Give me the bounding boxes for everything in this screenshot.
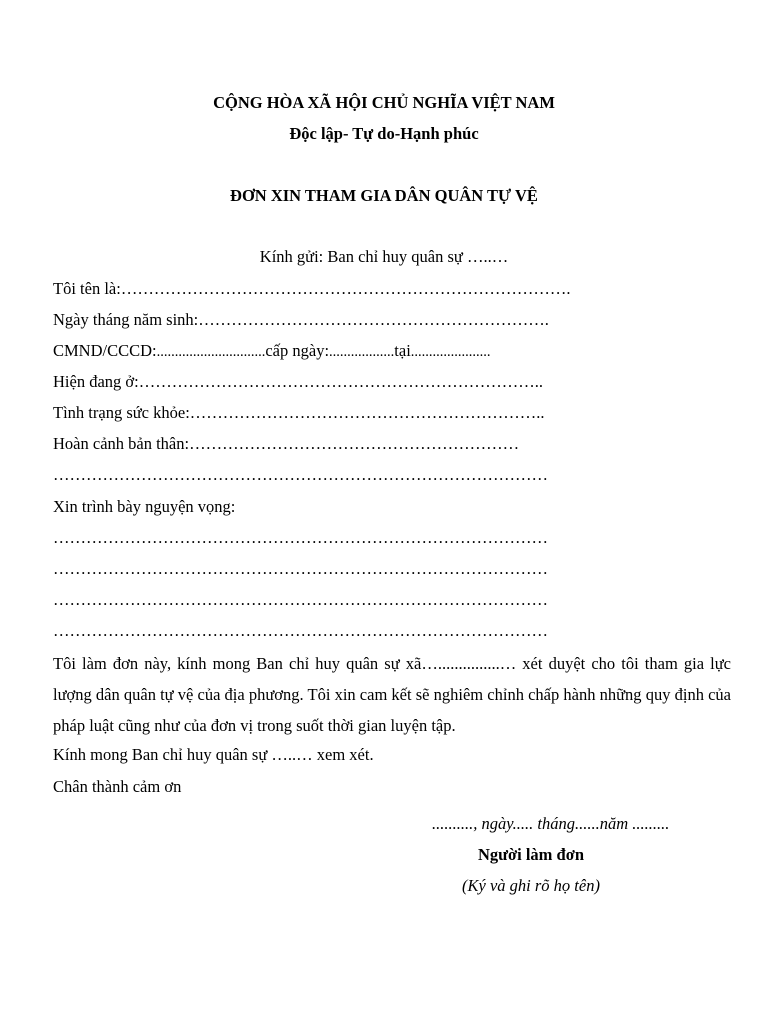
wishes-line: ……………………………………………………………………………… [53,621,548,640]
id-label: CMND/CCCD: [53,341,157,360]
signature-date-line: .........., ngày..... tháng......năm ......... [432,814,670,833]
document-title: ĐƠN XIN THAM GIA DÂN QUÂN TỰ VỆ [230,186,538,205]
dob-field: Ngày tháng năm sinh:………………………………………………………. [53,310,549,329]
request-line: Kính mong Ban chỉ huy quân sự …..… xem xét. [53,745,374,764]
issue-date-label: cấp ngày: [265,341,330,360]
issue-place-label: tại [394,341,411,360]
signature-note: (Ký và ghi rõ họ tên) [462,876,600,895]
id-dots: .............................. [156,344,266,360]
issue-place-dots: ...................... [410,344,491,360]
name-field: Tôi tên là:………………………………………………………………………. [53,279,571,298]
wishes-label: Xin trình bày nguyện vọng: [53,497,236,516]
motto: Độc lập- Tự do-Hạnh phúc [289,124,479,143]
address-field: Hiện đang ở:……………………………………………………………….. [53,372,543,391]
circumstance-field: Hoàn cảnh bản thân:…………………………………………………… [53,434,520,453]
health-field: Tình trạng sức khỏe:……………………………………………………….. [53,403,545,422]
issue-date-dots: .................. [329,344,395,360]
recipient-line: Kính gửi: Ban chỉ huy quân sự …..… [259,247,509,266]
circumstance-line-2: ……………………………………………………………………………… [53,465,548,484]
wishes-line: ……………………………………………………………………………… [53,590,548,609]
wishes-line: ……………………………………………………………………………… [53,528,548,547]
thanks-line: Chân thành cảm ơn [53,777,182,796]
country-header: CỘNG HÒA XÃ HỘI CHỦ NGHĨA VIỆT NAM [213,93,555,112]
id-field-row [53,341,491,361]
body-paragraph: Tôi làm đơn này, kính mong Ban chỉ huy quân sự xã…...............… xét duyệt cho tôi tham gia lực lượng dân quân tự vệ của địa phương. Tôi xin cam kết sẽ nghiêm chỉnh chấp hành những quy định của pháp luật cũng như của đơn vị trong suốt thời gian luyện tập. [53,654,731,735]
wishes-line: ……………………………………………………………………………… [53,559,548,578]
signer-label: Người làm đơn [477,845,585,864]
